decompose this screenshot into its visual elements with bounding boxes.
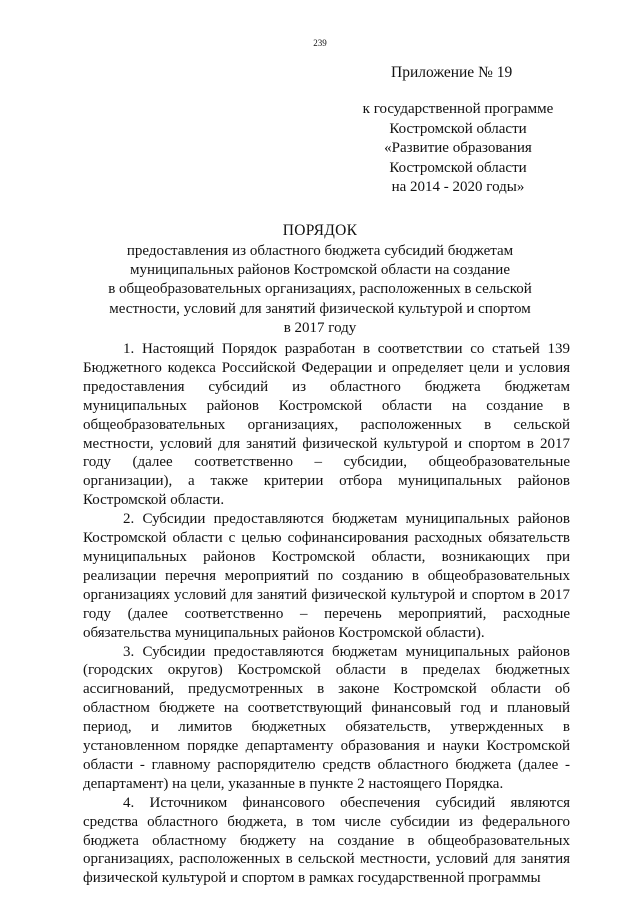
page-number: 239 [313, 38, 327, 48]
document-subtitle [100, 242, 540, 338]
document-subtitle-line: муниципальных районов Костромской области на создание [130, 262, 510, 279]
appendix-reference-line: «Развитие образования [384, 140, 532, 157]
document-body [83, 340, 570, 888]
appendix-reference-line: на 2014 - 2020 годы» [391, 179, 525, 196]
appendix-reference-line: к государственной программе [362, 101, 554, 117]
appendix-reference-line: Костромской области [389, 120, 527, 137]
appendix-reference [340, 100, 576, 198]
paragraph-2: 2. Субсидии предоставляются бюджетам муниципальных районов Костромской области с целью софинансирования расходных обязательств муниципальных районов Костромской области, возникающих при реализации перечня мероприятий по созданию в общеобразовательных организациях условий для занятий физической культурой и спортом в 2017 году (далее соответственно – перечень мероприятий, расходные обязательства муниципальных районов Костромской области). [83, 511, 570, 641]
document-title: ПОРЯДОК [282, 222, 358, 239]
document-subtitle-line: в общеобразовательных организациях, расположенных в сельской [108, 281, 532, 298]
paragraph-3: 3. Субсидии предоставляются бюджетам муниципальных районов (городских округов) Костромской области в пределах бюджетных ассигнований, предусмотренных в законе Костромской области об областном бюджете на соответствующий финансовый год и плановый период, и лимитов бюджетных обязательств, утвержденных в установленном порядке департаменту образования и науки Костромской области - главному распорядителю средств областного бюджета (далее - департамент) на цели, указанные в пункте 2 настоящего Порядка. [83, 643, 570, 792]
appendix-title: Приложение № 19 [391, 64, 513, 81]
document-subtitle-line: предоставления из областного бюджета субсидий бюджетам [126, 243, 514, 259]
document-subtitle-line: местности, условий для занятий физической культурой и спортом [109, 300, 531, 317]
appendix-reference-line: Костромской области [389, 159, 527, 176]
paragraph-4: 4. Источником финансового обеспечения субсидий являются средства областного бюджета, в том числе субсидии из федерального бюджета областному бюджету на создание в общеобразовательных организациях, расположенных в сельской местности, условий для занятия физической культурой и спортом в рамках государственной программы [83, 794, 570, 887]
paragraph-1: 1. Настоящий Порядок разработан в соответствии со статьей 139 Бюджетного кодекса Российской Федерации и определяет цели и условия предоставления субсидий из областного бюджета бюджетам муниципальных районов Костромской области на создание в общеобразовательных организациях, расположенных в сельской местности, условий для занятий физической культурой и спортом в 2017 году (далее соответственно – субсидии, общеобразовательные организации), а также критерии отбора муниципальных районов Костромской области. [83, 341, 570, 509]
document-subtitle-line: в 2017 году [283, 319, 357, 336]
